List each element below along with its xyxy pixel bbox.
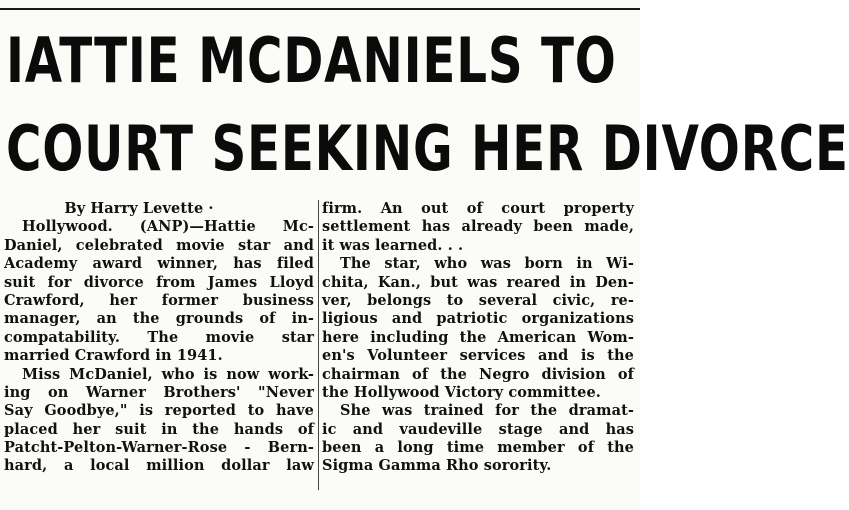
article-line: Say Goodbye," is reported to have	[4, 402, 314, 420]
article-line: manager, an the grounds of in-	[4, 310, 314, 328]
article-line: the Hollywood Victory committee.	[322, 383, 601, 401]
article-line: suit for divorce from James Lloyd	[4, 273, 314, 291]
article-line: ing on Warner Brothers' "Never	[4, 383, 314, 401]
article-line: Daniel, celebrated movie star and	[4, 236, 314, 254]
article-line: compatability. The movie star	[4, 328, 314, 346]
article-line: ver, belongs to several civic, re-	[322, 291, 634, 309]
top-rule	[0, 8, 640, 10]
article-line: firm. An out of court property	[322, 200, 634, 217]
article-line: here including the American Wom-	[322, 328, 634, 346]
article-line: Crawford, her former business	[4, 291, 314, 309]
article-column-left	[4, 200, 314, 476]
article-line: it was learned. . .	[322, 236, 464, 254]
article-line: hard, a local million dollar law	[4, 457, 314, 475]
article-line: chairman of the Negro division of	[322, 365, 634, 383]
article-line: ligious and patriotic organizations	[322, 310, 634, 328]
article-line: settlement has already been made,	[322, 218, 634, 236]
article-line: Miss McDaniel, who is now work-	[22, 365, 314, 383]
article-line: placed her suit in the hands of	[4, 420, 314, 438]
byline: By Harry Levette ·	[64, 200, 214, 217]
article-line: married Crawford in 1941.	[4, 347, 223, 365]
article-line: ic and vaudeville stage and has	[322, 420, 634, 438]
article-line: Academy award winner, has filed	[4, 255, 314, 273]
article-line: en's Volunteer services and is the	[322, 347, 634, 365]
article-line: been a long time member of the	[322, 439, 634, 457]
article-line: She was trained for the dramat-	[340, 402, 634, 420]
article-line: Patcht-Pelton-Warner-Rose - Bern-	[4, 439, 314, 457]
column-divider	[318, 200, 319, 490]
article-line: The star, who was born in Wi-	[340, 255, 634, 273]
article-line: chita, Kan., but was reared in Den-	[322, 273, 634, 291]
headline-line-2: COURT SEEKING HER DIVORCE	[6, 112, 849, 185]
article-line: Sigma Gamma Rho sorority.	[322, 457, 552, 475]
headline-line-1: IATTIE MCDANIELS TO	[6, 24, 617, 97]
article-line: Hollywood. (ANP)—Hattie Mc-	[22, 218, 314, 236]
article-column-right	[322, 200, 634, 476]
